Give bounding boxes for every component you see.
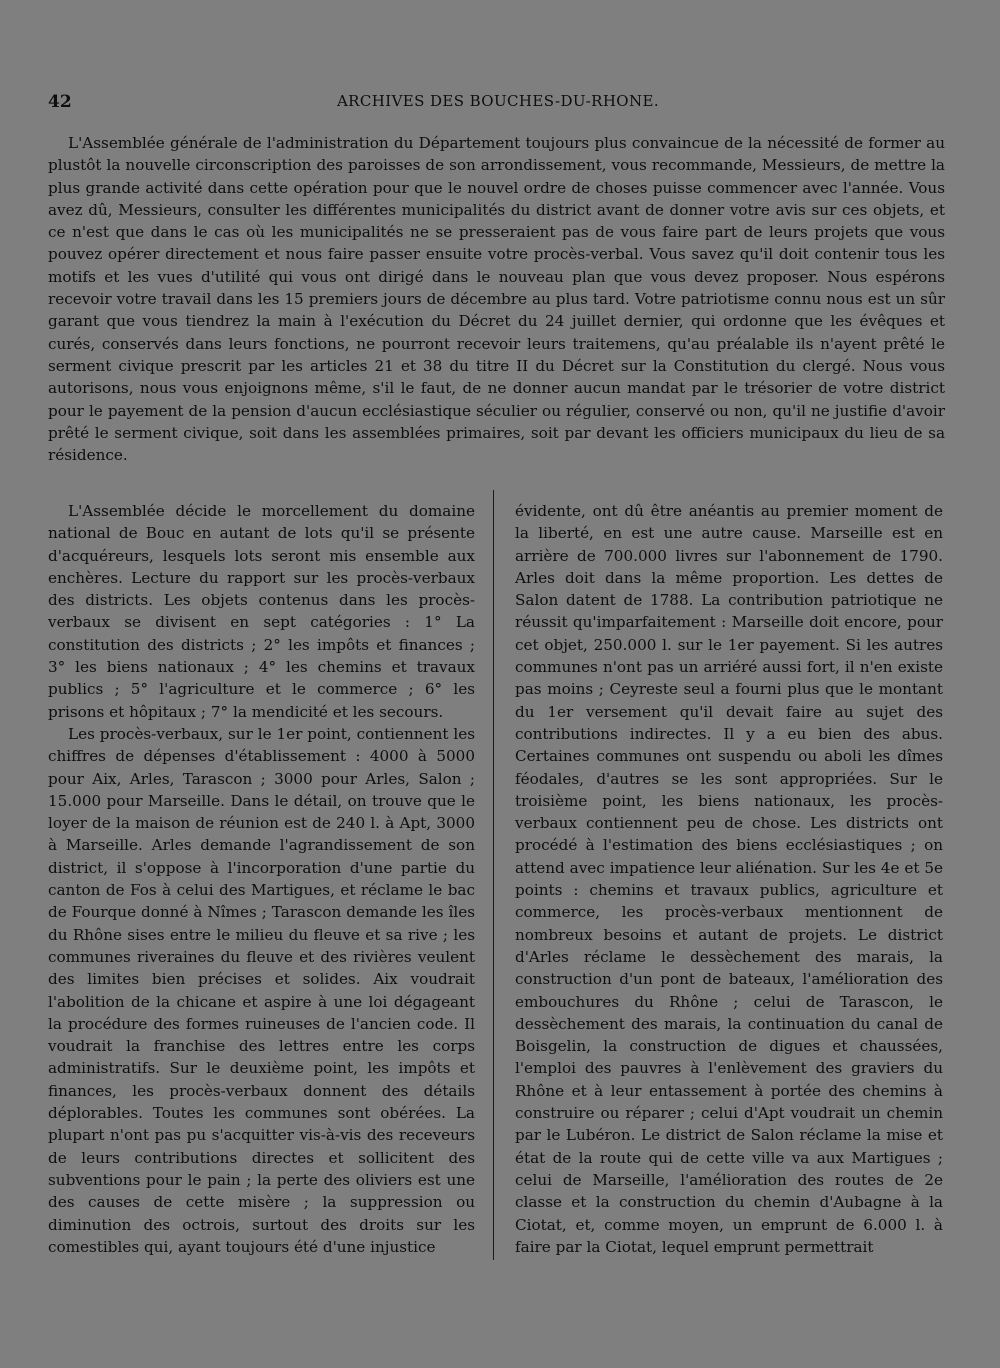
- page-number: 42: [48, 92, 72, 112]
- page-header: [48, 92, 948, 116]
- left-paragraph-2: Les procès-verbaux, sur le 1er point, contiennent les chiffres de dépenses d'établissement : 4000 à 5000 pour Aix, Arles, Tarascon ; 3000 pour Arles, Salon ; 15.000 pour Marseille. Dans le détail, on trouve que le loyer de la maison de réunion est de 240 l. à Apt, 3000 à Marseille. Arles demande l'agrandissement de son district, il s'oppose à l'incorporation d'une partie du canton de Fos à celui des Martigues, et réclame le bac de Fourque donné à Nîmes ; Tarascon demande les îles du Rhône sises entre le milieu du fleuve et sa rive ; les communes riveraines du fleuve et des rivières veulent des limites bien précises et solides. Aix voudrait l'abolition de la chicane et aspire à une loi dégageant la procédure des formes ruineuses de l'ancien code. Il voudrait la franchise des lettres entre les corps administratifs. Sur le deuxième point, les impôts et finances, les procès-verbaux donnent des détails déplorables. Toutes les communes sont obérées. La plupart n'ont pas pu s'acquitter vis-à-vis des receveurs de leurs contributions directes et sollicitent des subventions pour le pain ; la perte des oliviers est une des causes de cette misère ; la suppression ou diminution des octrois, surtout des droits sur les comestibles qui, ayant toujours été d'une injustice: [48, 724, 475, 1256]
- right-paragraph-1: évidente, ont dû être anéantis au premier moment de la liberté, en est une autre cause. Marseille est en arrière de 700.000 livres sur l'abonnement de 1790. Arles doit dans la même proportion. Les dettes de Salon datent de 1788. La contribution patriotique ne réussit qu'imparfaitement : Marseille doit encore, pour cet objet, 250.000 l. sur le 1er payement. Si les autres communes n'ont pas un arriéré aussi fort, il n'en existe pas moins ; Ceyreste seul a fourni plus que le montant du 1er versement qu'il devait faire au sujet des contributions indirectes. Il y a eu bien des abus. Certaines communes ont suspendu ou aboli les dîmes féodales, d'autres se les sont appropriées. Sur le troisième point, les biens nationaux, les procès-verbaux contiennent peu de chose. Les districts ont procédé à l'estimation des biens ecclésiastiques ; on attend avec impatience leur aliénation. Sur les 4e et 5e points : chemins et travaux publics, agriculture et commerce, les procès-verbaux mentionnent de nombreux besoins et autant de projets. Le district d'Arles réclame le dessèchement des marais, la construction d'un pont de bateaux, l'amélioration des embouchures du Rhône ; celui de Tarascon, le dessèchement des marais, la continuation du canal de Boisgelin, la construction de digues et chaussées, l'emploi des pauvres à l'enlèvement des graviers du Rhône et à leur entassement à portée des chemins à construire ou réparer ; celui d'Apt voudrait un chemin par le Lubéron. Le district de Salon réclame la mise et état de la route qui de cette ville va aux Martigues ; celui de Marseille, l'amélioration des routes de 2e classe et la construction du chemin d'Aubagne à la Ciotat, et, comme moyen, un emprunt de 6.000 l. à faire par la Ciotat, lequel emprunt permettrait: [515, 502, 943, 1256]
- left-paragraph-1: L'Assemblée décide le morcellement du domaine national de Bouc en autant de lots qu'il se présente d'acquéreurs, lesquels lots seront mis ensemble aux enchères. Lecture du rapport sur les procès-verbaux des districts. Les objets contenus dans les procès-verbaux se divisent en sept catégories : 1° La constitution des districts ; 2° les impôts et finances ; 3° les biens nationaux ; 4° les chemins et travaux publics ; 5° l'agriculture et le commerce ; 6° les prisons et hôpitaux ; 7° la mendicité et les secours.: [48, 502, 475, 721]
- left-column: [48, 500, 475, 1258]
- running-title: ARCHIVES DES BOUCHES-DU-RHONE.: [336, 92, 660, 110]
- column-divider: [493, 490, 494, 1260]
- right-column: [515, 500, 943, 1258]
- intro-paragraph: L'Assemblée générale de l'administration du Département toujours plus convaincue de la nécessité de former au plustôt la nouvelle circonscription des paroisses de son arrondissement, vous recommande, Messieurs, de mettre la plus grande activité dans cette opération pour que le nouvel ordre de choses puisse commencer avec l'année. Vous avez dû, Messieurs, consulter les différentes municipalités du district avant de donner votre avis sur ces objets, et ce n'est que dans le cas où les municipalités ne se presseraient pas de vous faire part de leurs projets que vous pouvez opérer directement et nous faire passer ensuite votre procès-verbal. Vous savez qu'il doit contenir tous les motifs et les vues d'utilité qui vous ont dirigé dans le nouveau plan que vous devez proposer. Nous espérons recevoir votre travail dans les 15 premiers jours de décembre au plus tard. Votre patriotisme connu nous est un sûr garant que vous tiendrez la main à l'exécution du Décret du 24 juillet dernier, qui ordonne que les évêques et curés, conservés dans leurs fonctions, ne pourront recevoir leurs traitemens, qu'au préalable ils n'ayent prêté le serment civique prescrit par les articles 21 et 38 du titre II du Décret sur la Constitution du clergé. Nous vous autorisons, nous vous enjoignons même, s'il le faut, de ne donner aucun mandat par le trésorier de votre district pour le payement de la pension d'aucun ecclésiastique séculier ou régulier, conservé ou non, qu'il ne justifie d'avoir prêté le serment civique, soit dans les assemblées primaires, soit par devant les officiers municipaux du lieu de sa résidence.: [48, 134, 945, 465]
